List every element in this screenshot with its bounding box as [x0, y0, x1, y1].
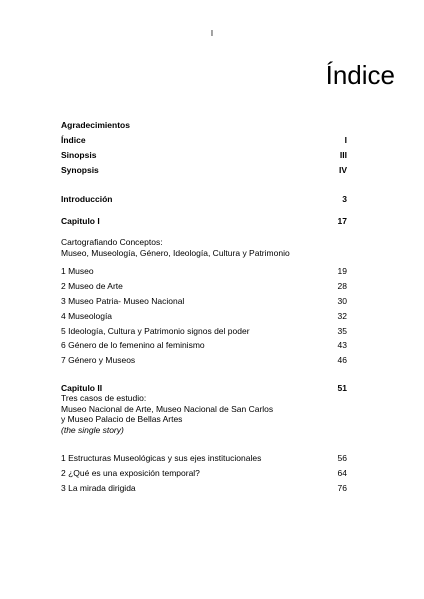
subtitle-italic-line: (the single story) — [61, 424, 124, 435]
toc-item-label: 2 ¿Qué es una exposición temporal? — [61, 468, 200, 478]
toc-item-label: 6 Género de lo femenino al feminismo — [61, 340, 205, 350]
toc-item-label: 1 Estructuras Museológicas y sus ejes institucionales — [61, 453, 262, 463]
page-number: I — [210, 29, 214, 38]
toc-chapter-page: 17 — [337, 216, 347, 226]
toc-entry-page: I — [344, 135, 347, 145]
toc-item-label: 4 Museología — [61, 311, 113, 321]
toc-entry-page: 3 — [342, 194, 347, 204]
toc-item-page: 46 — [337, 355, 347, 365]
toc-item-page: 43 — [337, 340, 347, 350]
toc-entry-label: Índice — [61, 135, 86, 145]
toc-item-label: 5 Ideología, Cultura y Patrimonio signos del poder — [61, 326, 250, 336]
subtitle-line: Tres casos de estudio: — [61, 393, 147, 403]
toc-item-page: 28 — [337, 281, 347, 291]
toc-chapter-label: Capitulo II — [61, 383, 103, 393]
chapter-2-subtitle — [61, 393, 273, 435]
toc-item-page: 64 — [337, 468, 347, 478]
page-title: Índice — [325, 60, 395, 90]
toc-item-label: 7 Género y Museos — [61, 355, 136, 365]
subtitle-line: Cartografiando Conceptos: — [61, 237, 163, 247]
subtitle-line: y Museo Palacio de Bellas Artes — [61, 414, 183, 424]
toc-entry-label: Introducción — [61, 194, 113, 204]
toc-item-label: 3 La mirada dirigida — [61, 483, 136, 493]
toc-item-label: 2 Museo de Arte — [61, 281, 123, 291]
subtitle-line: Museo Nacional de Arte, Museo Nacional de San Carlos — [61, 403, 274, 414]
toc-entry-label: Sinopsis — [61, 150, 97, 160]
toc-item-label: 3 Museo Patria- Museo Nacional — [61, 296, 185, 306]
toc-item-page: 32 — [337, 311, 347, 321]
toc-item-page: 19 — [337, 266, 347, 276]
toc-item-page: 30 — [337, 296, 347, 306]
toc-item-page: 35 — [337, 326, 347, 336]
subtitle-line: Museo, Museología, Género, Ideología, Cultura y Patrimonio — [61, 247, 290, 258]
toc-chapter-page: 51 — [337, 383, 347, 393]
toc-entry-label: Synopsis — [61, 165, 99, 175]
toc-entry-label: Agradecimientos — [61, 120, 130, 130]
toc-item-label: 1 Museo — [61, 266, 94, 276]
toc-chapter-label: Capitulo I — [61, 216, 100, 226]
chapter-1-subtitle — [61, 237, 290, 258]
toc-item-page: 76 — [337, 483, 347, 493]
toc-entry-page: IV — [338, 165, 347, 175]
toc-entry-page: III — [339, 150, 347, 160]
toc-item-page: 56 — [337, 453, 347, 463]
